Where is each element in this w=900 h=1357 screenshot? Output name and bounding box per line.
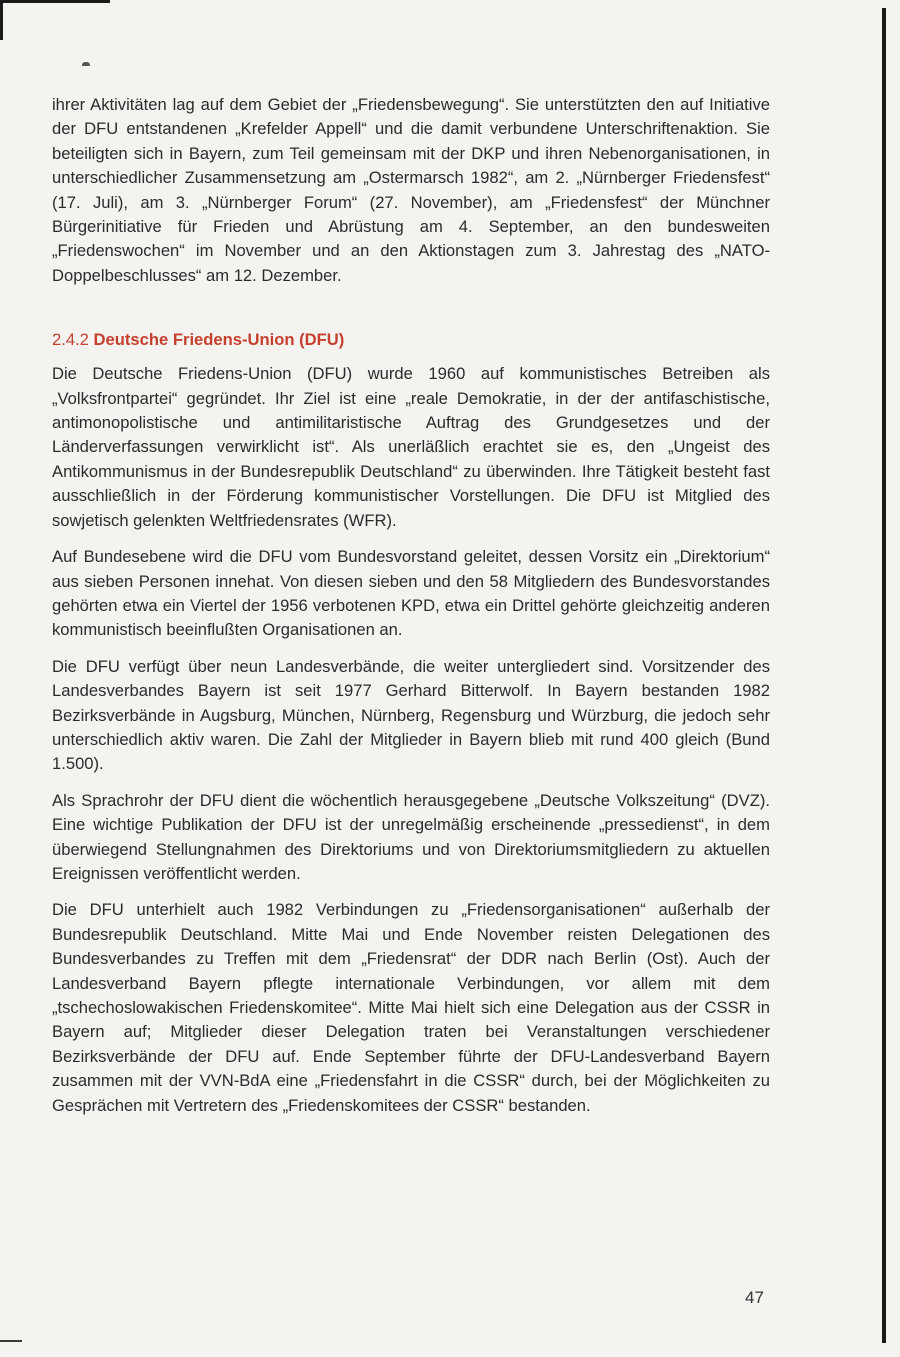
paragraph: Auf Bundesebene wird die DFU vom Bundesvorstand geleitet, dessen Vorsitz ein „Direktorium“ aus sieben Personen innehat. Von diesen sieben und den 58 Mitgliedern des Bundesvorstandes gehörten etwa ein Viertel der 1956 verbotenen KPD, etwa ein Drittel gehörte gleichzeitig anderen kommunistisch beeinflußten Organisationen an.	[52, 547, 770, 640]
intro-paragraph: ihrer Aktivitäten lag auf dem Gebiet der „Friedensbewegung“. Sie unterstützten den auf Initiative der DFU entstandenen „Krefelder Appell“ und die damit verbundene Unterschriftenaktion. Sie beteiligten sich in Bayern, zum Teil gemeinsam mit der DKP und ihren Nebenorganisationen, in unterschiedlicher Zusammensetzung am „Ostermarsch 1982“, am 2. „Nürnberger Friedensfest“ (17. Juli), am 3. „Nürnberger Forum“ (27. November), am „Friedensfest“ der Münchner Bürgerinitiative für Frieden und Abrüstung am 4. September, an den bundesweiten „Friedenswochen“ im November und an den Aktionstagen zum 3. Jahrestag des „NATO-Doppelbeschlusses“ am 12. Dezember.	[52, 95, 770, 285]
paragraph: Die DFU verfügt über neun Landesverbände, die weiter untergliedert sind. Vorsitzender des Landesverbandes Bayern ist seit 1977 Gerhard Bitterwolf. In Bayern bestanden 1982 Bezirksverbände in Augsburg, München, Nürnberg, Regensburg und Würzburg, die jedoch sehr unterschiedlich aktiv waren. Die Zahl der Mitglieder in Bayern blieb mit rund 400 gleich (Bund 1.500).	[52, 656, 770, 774]
page-number: 47	[745, 1288, 764, 1307]
scan-edge-left	[0, 0, 3, 40]
scan-edge-top	[0, 0, 110, 3]
paragraph: Als Sprachrohr der DFU dient die wöchentlich herausgegebene „Deutsche Volkszeitung“ (DVZ). Eine wichtige Publikation der DFU ist der unregelmäßig erscheinende „pressedienst“, in dem überwiegend Stellungnahmen des Direktoriums und von Direktoriumsmitgliedern zu aktuellen Ereignissen veröffentlicht werden.	[52, 790, 770, 883]
section-title: Deutsche Friedens-Union (DFU)	[93, 330, 345, 350]
scan-edge-bottom	[0, 1340, 22, 1342]
paragraph: Die Deutsche Friedens-Union (DFU) wurde 1960 auf kommunistisches Betreiben als „Volksfrontpartei“ gegründet. Ihr Ziel ist eine „reale Demokratie, in der der antifaschistische, antimonopolistische und antimilitaristische Auftrag des Grundgesetzes und der Länderverfassungen verwirklicht ist“. Als unerläßlich erachtet sie es, den „Ungeist des Antikommunismus in der Bundesrepublik Deutschland“ zu überwinden. Ihre Tätigkeit besteht fast ausschließlich in der Förderung kommunistischer Vorstellungen. Die DFU ist Mitglied des sowjetisch gelenkten Weltfriedensrates (WFR).	[52, 364, 770, 530]
scan-edge-right	[882, 8, 886, 1343]
section-number: 2.4.2	[52, 330, 89, 350]
section-heading	[52, 328, 770, 352]
ink-mark-icon	[82, 62, 90, 66]
body-text	[52, 93, 770, 1130]
paragraph: Die DFU unterhielt auch 1982 Verbindungen zu „Friedensorganisationen“ außerhalb der Bundesrepublik Deutschland. Mitte Mai und Ende November reisten Delegationen des Bundesverbandes zu Treffen mit dem „Friedensrat“ der DDR nach Berlin (Ost). Auch der Landesverband Bayern pflegte internationale Verbindungen, vor allem mit dem „tschechoslowakischen Friedenskomitee“. Mitte Mai hielt sich eine Delegation aus der CSSR in Bayern auf; Mitglieder dieser Delegation traten bei Veranstaltungen verschiedener Bezirksverbände der DFU auf. Ende September führte der DFU-Landesverband Bayern zusammen mit der VVN-BdA eine „Friedensfahrt in die CSSR“ durch, bei der Möglichkeiten zu Gesprächen mit Vertretern des „Friedenskomitees der CSSR“ bestanden.	[52, 900, 770, 1115]
